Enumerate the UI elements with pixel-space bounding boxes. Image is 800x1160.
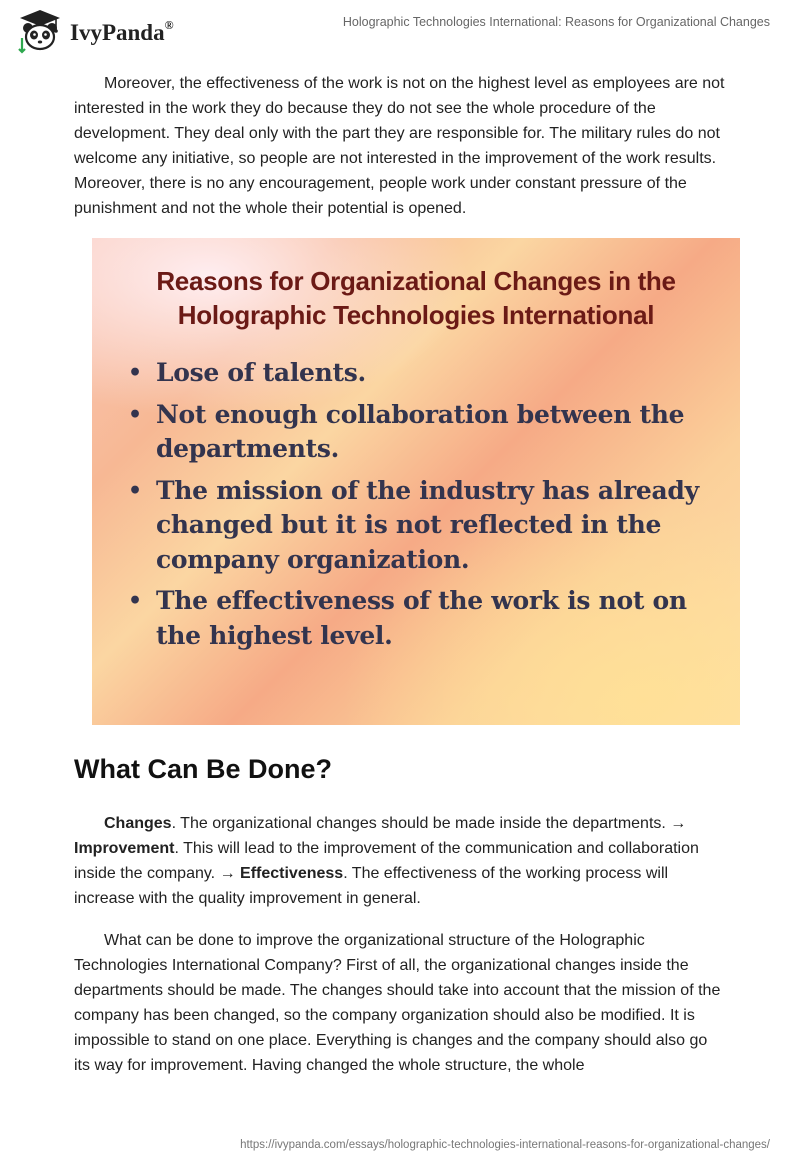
document-title: Holographic Technologies International: Reasons for Organizational Changes xyxy=(342,15,770,29)
paragraph-2: Changes. The organizational changes should be made inside the departments. → Improvement. This will lead to the improvement of the communication and collaboration inside the company. → Effectiveness. The effectiveness of the working process will increase with the quality improvement in general. xyxy=(74,815,699,907)
slide-image xyxy=(92,238,740,725)
slide-bullet: • The effectiveness of the work is not on the highest level. xyxy=(128,586,687,650)
section-heading: What Can Be Done? xyxy=(74,754,333,784)
changes-section xyxy=(74,811,726,911)
logo-wordmark: IvyPanda® xyxy=(70,17,174,45)
intro-section xyxy=(74,71,726,221)
panda-graduate-icon xyxy=(16,8,64,54)
slide-bullet: • The mission of the industry has already changed but it is not reflected in the company organization. xyxy=(128,475,699,574)
term-improvement: Improvement xyxy=(74,840,175,857)
ivypanda-logo[interactable] xyxy=(16,8,191,54)
slide-title: Reasons for Organizational Changes in the Holographic Technologies International xyxy=(156,266,676,330)
term-changes: Changes xyxy=(104,815,172,832)
slide-bullet: • Not enough collaboration between the departments. xyxy=(128,399,685,463)
slide-bullet-list xyxy=(128,356,708,660)
slide-bullet: • Lose of talents. xyxy=(128,358,366,387)
page-header xyxy=(0,0,800,60)
term-effectiveness: Effectiveness xyxy=(240,865,344,882)
paragraph-1: Moreover, the effectiveness of the work is not on the highest level as employees are not interested in the work they do because they do not see the whole procedure of the development. They deal only with the part they are responsible for. The military rules do not welcome any initiative, so people are not interested in the improvement of the work results. Moreover, there is no any encouragement, people work under constant pressure of the punishment and not the whole their potential is opened. xyxy=(74,75,725,217)
improvement-section xyxy=(74,928,726,1078)
paragraph-3: What can be done to improve the organizational structure of the Holographic Technologies International Company? First of all, the organizational changes inside the departments should be made. The changes should take into account that the mission of the company has been changed, so the company organization should also be modified. It is impossible to stand on one place. Everything is changes and the company should also go its way for improvement. Having changed the whole structure, the whole xyxy=(74,932,721,1074)
source-url[interactable]: https://ivypanda.com/essays/holographic-technologies-international-reasons-for-organizational-changes/ xyxy=(240,1139,770,1151)
